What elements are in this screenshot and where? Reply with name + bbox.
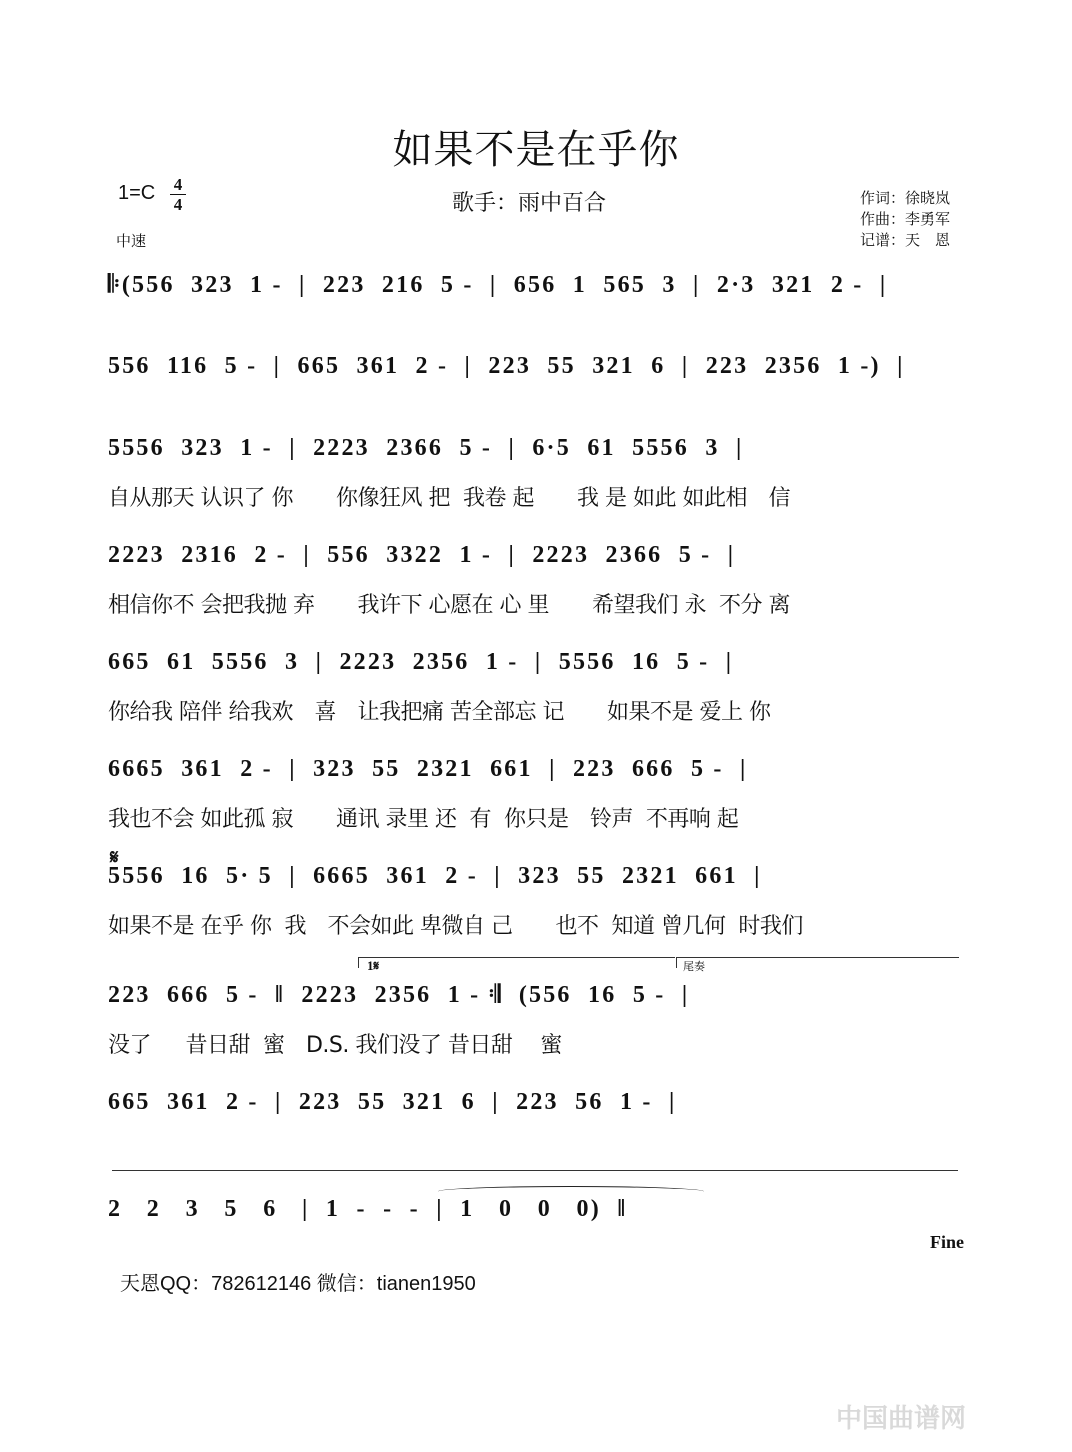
notation-line: 223 666 5 - ‖ 2223 2356 1 - 𝄇 (556 16 5 - | bbox=[108, 982, 690, 1008]
coda-bracket bbox=[676, 957, 959, 973]
notation-line: 6665 361 2 - | 323 55 2321 661 | 223 666 5 - | bbox=[108, 756, 748, 782]
lyrics-line: 相信你不 会把我抛 弃 我许下 心愿在 心 里 希望我们 永 不分 离 bbox=[108, 593, 790, 618]
coda-label: 尾奏 bbox=[683, 960, 705, 973]
tempo-marking: 中速 bbox=[116, 232, 147, 250]
key-signature: 1=C bbox=[118, 182, 156, 204]
lyrics-line: 我也不会 如此孤 寂 通讯 录里 还 有 你只是 铃声 不再响 起 bbox=[108, 807, 739, 832]
transcriber-credit: 记谱：天 恩 bbox=[860, 231, 951, 249]
notation-line: 𝄆(556 323 1 - | 223 216 5 - | 656 1 565 3 | 2·3 321 2 - | bbox=[108, 272, 888, 298]
notation-line: 2223 2316 2 - | 556 3322 1 - | 2223 2366 5 - | bbox=[108, 542, 736, 568]
notation-line: 665 61 5556 3 | 2223 2356 1 - | 5556 16 5 - | bbox=[108, 649, 734, 675]
segno-sign: 𝄋 bbox=[110, 845, 119, 869]
lyrics-line: 你给我 陪伴 给我欢 喜 让我把痛 苦全部忘 记 如果不是 爱上 你 bbox=[108, 700, 771, 725]
time-signature-top: 4 bbox=[173, 175, 183, 194]
volta-1-label: 1𝄋 bbox=[367, 958, 380, 973]
time-signature bbox=[170, 176, 186, 213]
fine-marking: Fine bbox=[930, 1232, 964, 1252]
lyrics-line: 如果不是 在乎 你 我 不会如此 卑微自 己 也不 知道 曾几何 时我们 bbox=[108, 914, 803, 939]
notation-line: 556 116 5 - | 665 361 2 - | 223 55 321 6 | 223 2356 1 -) | bbox=[108, 353, 905, 379]
composer-credit: 作曲：李勇军 bbox=[860, 210, 951, 228]
notation-line: 5556 323 1 - | 2223 2366 5 - | 6·5 61 5556 3 | bbox=[108, 435, 744, 461]
lyrics-line: 自从那天 认识了 你 你像狂风 把 我卷 起 我 是 如此 如此相 信 bbox=[108, 486, 790, 511]
site-watermark: 中国曲谱网 bbox=[836, 1404, 967, 1434]
contact-footer: 天恩QQ：782612146 微信：tianen1950 bbox=[120, 1273, 476, 1295]
notation-line: 665 361 2 - | 223 55 321 6 | 223 56 1 - | bbox=[108, 1089, 677, 1115]
lyrics-line: 没了 昔日甜 蜜 D.S. 我们没了 昔日甜 蜜 bbox=[108, 1033, 562, 1058]
time-signature-bottom: 4 bbox=[173, 195, 183, 214]
notation-line: 5556 16 5· 5 | 6665 361 2 - | 323 55 2321 661 | bbox=[108, 863, 762, 889]
lyricist-credit: 作词：徐晓岚 bbox=[860, 189, 951, 207]
song-title: 如果不是在乎你 bbox=[392, 127, 680, 173]
notation-line: 2 2 3 5 6 | 1 - - - | 1 0 0 0) ‖ bbox=[108, 1196, 628, 1222]
credits bbox=[860, 188, 950, 251]
singer-label: 歌手：雨中百合 bbox=[452, 191, 607, 216]
volta-bracket-1 bbox=[358, 957, 675, 973]
ending-bracket-line bbox=[112, 1170, 958, 1171]
